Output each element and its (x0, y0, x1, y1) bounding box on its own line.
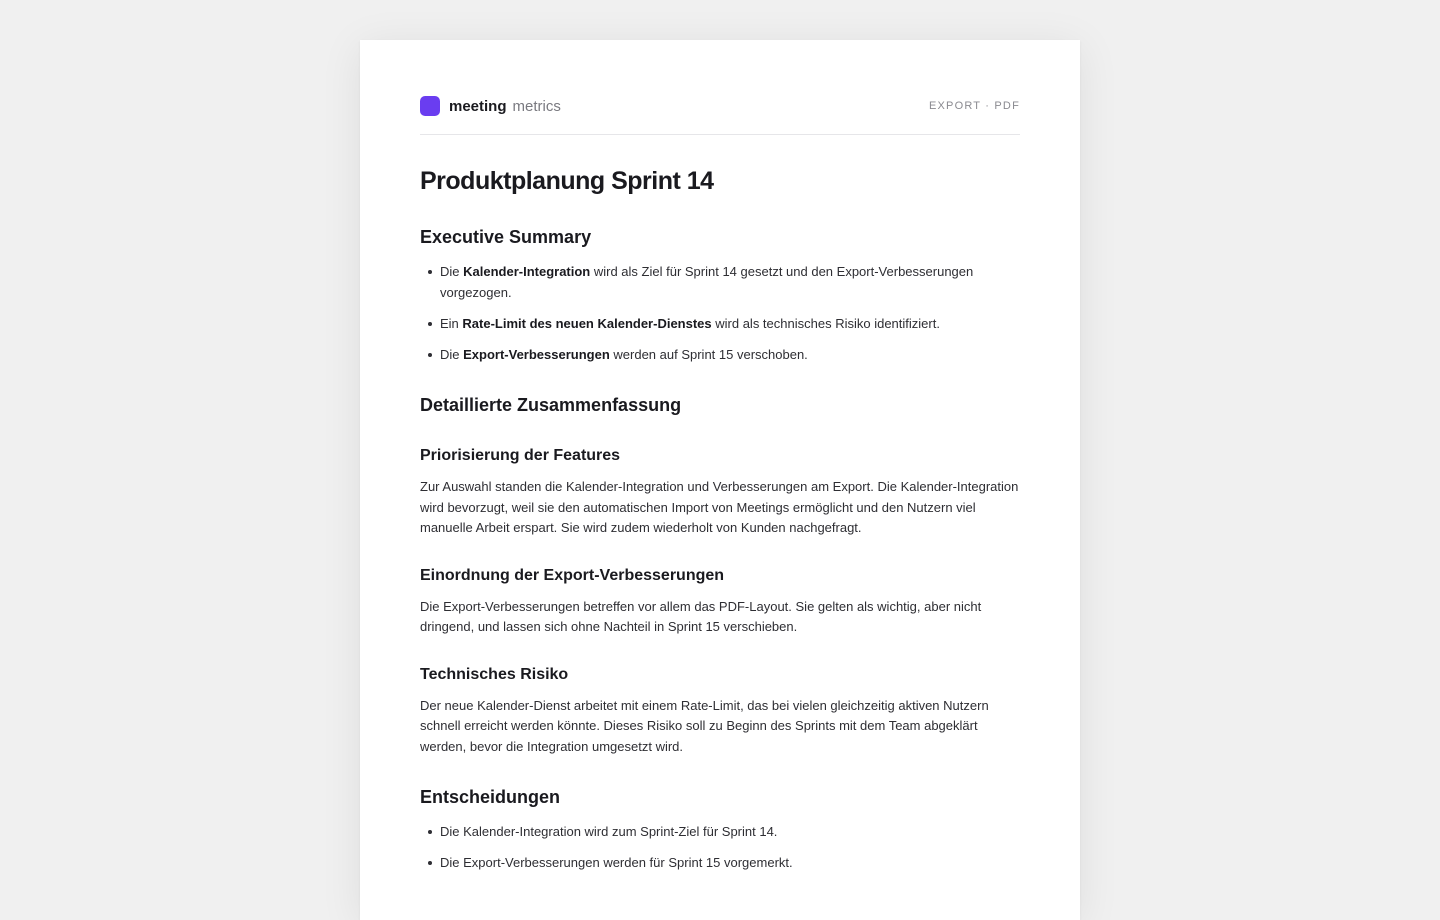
brand-name-light: metrics (512, 97, 561, 115)
document-page (360, 40, 1080, 920)
detail-section (420, 664, 1020, 758)
export-format-label: EXPORT · PDF (928, 100, 1020, 112)
section-body: Der neue Kalender-Dienst arbeitet mit einem Rate-Limit, das bei vielen gleichzeitig aktiven Nutzern schnell erreicht werden könnte. Dieses Risiko soll zu Beginn des Sprints mit dem Team abgeklärt werden, bevor die Integration umgesetzt wird. (420, 697, 989, 754)
summary-item: Die Export-Verbesserungen werden auf Sprint 15 verschoben. (420, 344, 1020, 365)
detailed-summary-heading: Detaillierte Zusammenfassung (420, 395, 682, 415)
summary-item: Ein Rate-Limit des neuen Kalender-Dienstes wird als technisches Risiko identifiziert. (420, 313, 1020, 334)
decision-item: Die Kalender-Integration wird zum Sprint-Ziel für Sprint 14. (420, 821, 1020, 842)
document-content (420, 94, 1020, 883)
detail-section (420, 445, 1020, 539)
brand-name-strong: meeting (449, 97, 507, 115)
document-title: Produktplanung Sprint 14 (420, 167, 714, 195)
document-header (420, 94, 1020, 135)
section-body: Die Export-Verbesserungen betreffen vor allem das PDF-Layout. Sie gelten als wichtig, aber nicht dringend, und lassen sich ohne Nachteil in Sprint 15 verschieben. (420, 598, 982, 634)
executive-summary-heading: Executive Summary (420, 227, 592, 247)
section-heading: Einordnung der Export-Verbesserungen (420, 566, 725, 584)
brand-logo (420, 96, 561, 116)
logo-mark-icon (420, 96, 440, 116)
section-body: Zur Auswahl standen die Kalender-Integration und Verbesserungen am Export. Die Kalender-Integration wird bevorzugt, weil sie den automatischen Import von Meetings ermöglicht und den Nutzern viel manuelle Arbeit erspart. Sie wird zudem wiederholt von Kunden nachgefragt. (420, 479, 1019, 535)
executive-summary-list (420, 261, 1020, 365)
decisions-list (420, 821, 1020, 873)
summary-item: Die Kalender-Integration wird als Ziel für Sprint 14 gesetzt und den Export-Verbesserungen vorgezogen. (420, 261, 1020, 303)
decision-item: Die Export-Verbesserungen werden für Sprint 15 vorgemerkt. (420, 852, 1020, 873)
detail-section (420, 565, 1020, 638)
decisions-heading: Entscheidungen (420, 787, 561, 807)
section-heading: Priorisierung der Features (420, 447, 621, 464)
section-heading: Technisches Risiko (420, 665, 569, 683)
